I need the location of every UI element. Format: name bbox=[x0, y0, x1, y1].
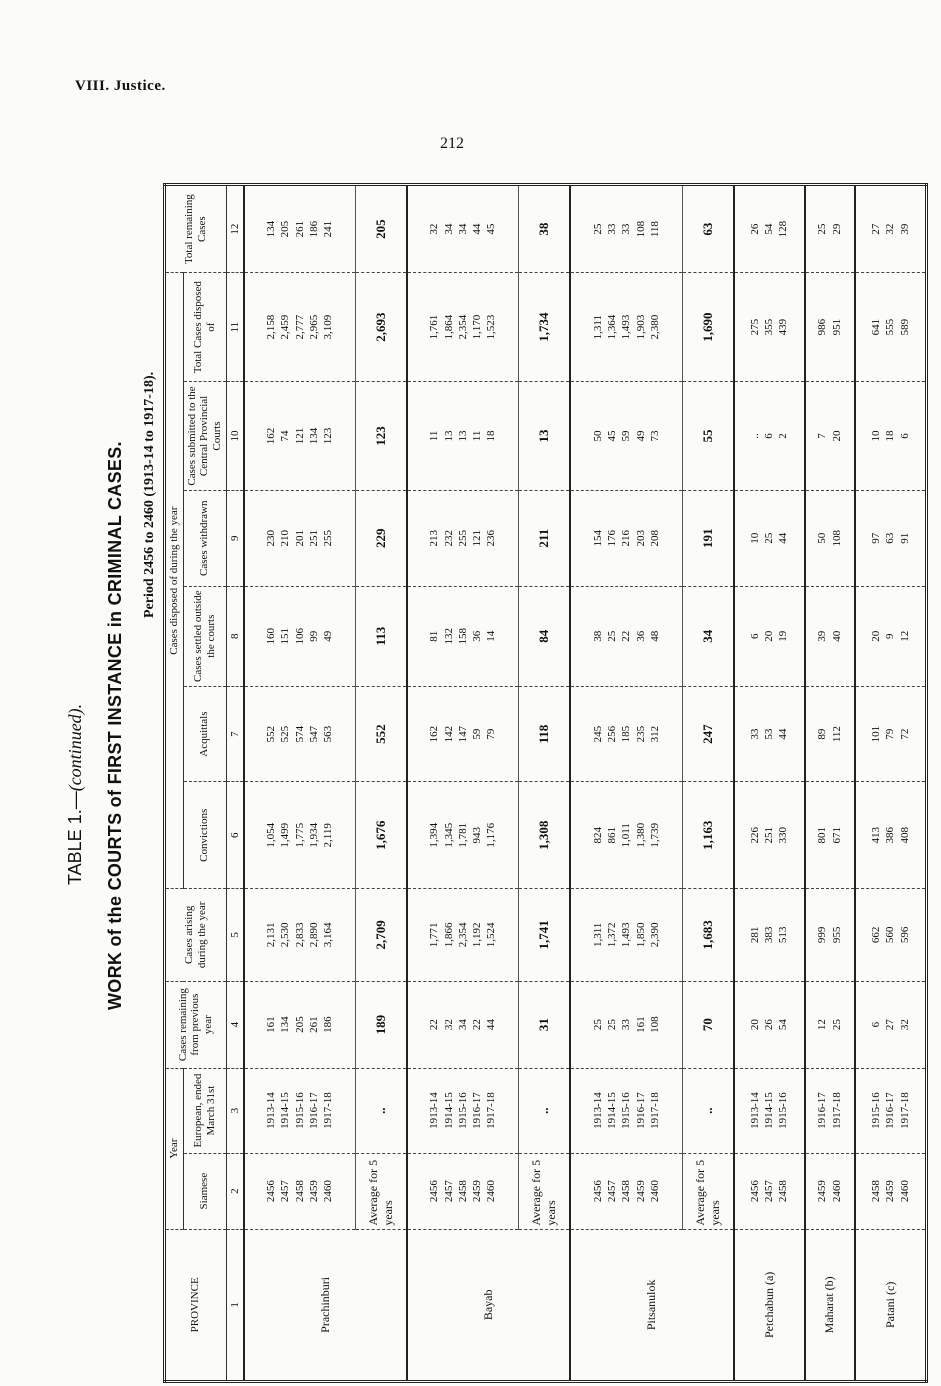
average-remaining-prev: 70 bbox=[682, 981, 734, 1068]
european-years: 1915-16 1916-17 1917-18 bbox=[855, 1068, 927, 1153]
submitted-values: 11 13 13 11 18 bbox=[407, 382, 519, 491]
table-row bbox=[855, 185, 927, 1382]
arising-values: 281 383 513 bbox=[734, 889, 805, 981]
siamese-years: 2456 2457 2458 bbox=[734, 1153, 805, 1229]
remaining-prev-values: 22 32 34 22 44 bbox=[407, 981, 519, 1068]
average-convictions: 1,308 bbox=[519, 782, 571, 889]
acquittals-values: 101 79 72 bbox=[855, 686, 927, 782]
average-submitted: 55 bbox=[682, 382, 734, 491]
withdrawn-values: 50 108 bbox=[805, 490, 855, 586]
header-year: Year bbox=[165, 1068, 184, 1229]
header-arising: Cases arising during the year bbox=[165, 889, 227, 981]
col-number: 5 bbox=[226, 889, 244, 981]
average-settled: 113 bbox=[355, 586, 407, 686]
arising-values: 662 560 596 bbox=[855, 889, 927, 981]
remaining-prev-values: 161 134 205 261 186 bbox=[244, 981, 356, 1068]
average-arising: 2,709 bbox=[355, 889, 407, 981]
siamese-years: 2456 2457 2458 2459 2460 bbox=[570, 1153, 682, 1229]
settled-values: 6 20 19 bbox=[734, 586, 805, 686]
submitted-values: 10 18 6 bbox=[855, 382, 927, 491]
average-row bbox=[355, 185, 407, 1382]
convictions-values: 824 861 1,011 1,380 1,739 bbox=[570, 782, 682, 889]
average-total-disposed: 2,693 bbox=[355, 273, 407, 382]
total-remaining-values: 25 29 bbox=[805, 185, 855, 273]
settled-values: 160 151 106 99 49 bbox=[244, 586, 356, 686]
average-label: Average for 5 years bbox=[355, 1153, 407, 1229]
table-row bbox=[805, 185, 855, 1382]
average-row bbox=[682, 185, 734, 1382]
col-number: 2 bbox=[226, 1153, 244, 1229]
header-total-remaining: Total remaining Cases bbox=[165, 185, 227, 273]
acquittals-values: 89 112 bbox=[805, 686, 855, 782]
submitted-values: 50 45 59 49 73 bbox=[570, 382, 682, 491]
average-acquittals: 552 bbox=[355, 686, 407, 782]
average-acquittals: 118 bbox=[519, 686, 571, 782]
withdrawn-values: 10 25 44 bbox=[734, 490, 805, 586]
average-withdrawn: 191 bbox=[682, 490, 734, 586]
average-total-disposed: 1,690 bbox=[682, 273, 734, 382]
withdrawn-values: 230 210 201 251 255 bbox=[244, 490, 356, 586]
average-remaining-prev: 189 bbox=[355, 981, 407, 1068]
total-remaining-values: 26 54 128 bbox=[734, 185, 805, 273]
total-remaining-values: 25 33 33 108 118 bbox=[570, 185, 682, 273]
province-name: Bayab bbox=[407, 1229, 570, 1381]
header-row-1 bbox=[165, 185, 184, 1382]
col-number: 11 bbox=[226, 273, 244, 382]
submitted-values: 7 20 bbox=[805, 382, 855, 491]
page-number: 212 bbox=[440, 135, 464, 152]
convictions-values: 1,394 1,345 1,781 943 1,176 bbox=[407, 782, 519, 889]
average-settled: 84 bbox=[519, 586, 571, 686]
siamese-years: 2456 2457 2458 2459 2460 bbox=[244, 1153, 356, 1229]
header-siamese: Siamese bbox=[183, 1153, 226, 1229]
siamese-years: 2458 2459 2460 bbox=[855, 1153, 927, 1229]
header-disposed-group: Cases disposed of during the year bbox=[165, 273, 184, 889]
european-years: 1913-14 1914-15 1915-16 1916-17 1917-18 bbox=[570, 1068, 682, 1153]
table-row bbox=[244, 185, 356, 1382]
withdrawn-values: 213 232 255 121 236 bbox=[407, 490, 519, 586]
table-row bbox=[570, 185, 682, 1382]
average-remaining-prev: 31 bbox=[519, 981, 571, 1068]
settled-values: 39 40 bbox=[805, 586, 855, 686]
remaining-prev-values: 12 25 bbox=[805, 981, 855, 1068]
col-number: 12 bbox=[226, 185, 244, 273]
col-number: 4 bbox=[226, 981, 244, 1068]
remaining-prev-values: 20 26 54 bbox=[734, 981, 805, 1068]
province-name: Patani (c) bbox=[855, 1229, 927, 1381]
arising-values: 2,131 2,530 2,833 2,890 3,164 bbox=[244, 889, 356, 981]
table-period: Period 2456 to 2460 (1913-14 to 1917-18). bbox=[142, 371, 157, 618]
province-name: Pitsanulok bbox=[570, 1229, 733, 1381]
total-remaining-values: 134 205 261 186 241 bbox=[244, 185, 356, 273]
average-acquittals: 247 bbox=[682, 686, 734, 782]
header-acquittals: Acquittals bbox=[183, 686, 226, 782]
total-remaining-values: 32 34 34 44 45 bbox=[407, 185, 519, 273]
header-submitted: Cases submitted to the Central Provincial Courts bbox=[183, 382, 226, 491]
average-total-disposed: 1,734 bbox=[519, 273, 571, 382]
col-number: 3 bbox=[226, 1068, 244, 1153]
table-title bbox=[65, 704, 86, 885]
col-number: 6 bbox=[226, 782, 244, 889]
table-row bbox=[734, 185, 805, 1382]
settled-values: 38 25 22 36 48 bbox=[570, 586, 682, 686]
average-european: .. bbox=[519, 1068, 571, 1153]
average-settled: 34 bbox=[682, 586, 734, 686]
settled-values: 81 132 158 36 14 bbox=[407, 586, 519, 686]
criminal-cases-table bbox=[163, 183, 928, 1383]
average-withdrawn: 211 bbox=[519, 490, 571, 586]
convictions-values: 801 671 bbox=[805, 782, 855, 889]
col-number: 9 bbox=[226, 490, 244, 586]
european-years: 1913-14 1914-15 1915-16 bbox=[734, 1068, 805, 1153]
european-years: 1913-14 1914-15 1915-16 1916-17 1917-18 bbox=[407, 1068, 519, 1153]
average-label: Average for 5 years bbox=[682, 1153, 734, 1229]
header-total-disposed: Total Cases disposed of bbox=[183, 273, 226, 382]
convictions-values: 226 251 330 bbox=[734, 782, 805, 889]
table-row bbox=[407, 185, 519, 1382]
section-heading: VIII. Justice. bbox=[75, 78, 166, 94]
average-arising: 1,741 bbox=[519, 889, 571, 981]
average-european: .. bbox=[682, 1068, 734, 1153]
col-number: 7 bbox=[226, 686, 244, 782]
remaining-prev-values: 25 25 33 161 108 bbox=[570, 981, 682, 1068]
average-submitted: 123 bbox=[355, 382, 407, 491]
withdrawn-values: 97 63 91 bbox=[855, 490, 927, 586]
header-european: European, ended March 31st bbox=[183, 1068, 226, 1153]
province-name: Prachinburi bbox=[244, 1229, 407, 1381]
siamese-years: 2459 2460 bbox=[805, 1153, 855, 1229]
column-number-row bbox=[226, 185, 244, 1382]
withdrawn-values: 154 176 216 203 208 bbox=[570, 490, 682, 586]
total-disposed-values: 2,158 2,459 2,777 2,965 3,109 bbox=[244, 273, 356, 382]
siamese-years: 2456 2457 2458 2459 2460 bbox=[407, 1153, 519, 1229]
total-disposed-values: 275 355 439 bbox=[734, 273, 805, 382]
average-withdrawn: 229 bbox=[355, 490, 407, 586]
rotated-table-wrapper bbox=[163, 183, 928, 1383]
header-province: PROVINCE bbox=[165, 1229, 227, 1381]
total-disposed-values: 1,761 1,864 2,354 1,170 1,523 bbox=[407, 273, 519, 382]
acquittals-values: 162 142 147 59 79 bbox=[407, 686, 519, 782]
total-disposed-values: 641 555 589 bbox=[855, 273, 927, 382]
total-remaining-values: 27 32 39 bbox=[855, 185, 927, 273]
acquittals-values: 552 525 574 547 563 bbox=[244, 686, 356, 782]
average-row bbox=[519, 185, 571, 1382]
average-arising: 1,683 bbox=[682, 889, 734, 981]
acquittals-values: 245 256 185 235 312 bbox=[570, 686, 682, 782]
average-label: Average for 5 years bbox=[519, 1153, 571, 1229]
header-settled: Cases settled outside the courts bbox=[183, 586, 226, 686]
average-convictions: 1,163 bbox=[682, 782, 734, 889]
european-years: 1913-14 1914-15 1915-16 1916-17 1917-18 bbox=[244, 1068, 356, 1153]
header-remaining-prev: Cases remaining from previous year bbox=[165, 981, 227, 1068]
col-number: 8 bbox=[226, 586, 244, 686]
convictions-values: 413 386 408 bbox=[855, 782, 927, 889]
convictions-values: 1,054 1,499 1,775 1,934 2,119 bbox=[244, 782, 356, 889]
acquittals-values: 33 53 44 bbox=[734, 686, 805, 782]
header-row-2 bbox=[183, 185, 226, 1382]
remaining-prev-values: 6 27 32 bbox=[855, 981, 927, 1068]
col-number: 1 bbox=[226, 1229, 244, 1381]
average-total-remaining: 63 bbox=[682, 185, 734, 273]
total-disposed-values: 1,311 1,364 1,493 1,903 2,380 bbox=[570, 273, 682, 382]
total-disposed-values: 986 951 bbox=[805, 273, 855, 382]
average-convictions: 1,676 bbox=[355, 782, 407, 889]
european-years: 1916-17 1917-18 bbox=[805, 1068, 855, 1153]
header-convictions: Convictions bbox=[183, 782, 226, 889]
header-withdrawn: Cases withdrawn bbox=[183, 490, 226, 586]
table-subtitle: WORK of the COURTS of FIRST INSTANCE in CRIMINAL CASES. bbox=[105, 441, 125, 1010]
arising-values: 999 955 bbox=[805, 889, 855, 981]
arising-values: 1,311 1,372 1,493 1,850 2,390 bbox=[570, 889, 682, 981]
submitted-values: .. 6 2 bbox=[734, 382, 805, 491]
average-submitted: 13 bbox=[519, 382, 571, 491]
average-total-remaining: 205 bbox=[355, 185, 407, 273]
submitted-values: 162 74 121 134 123 bbox=[244, 382, 356, 491]
table-title-continued: (continued). bbox=[65, 703, 85, 792]
col-number: 10 bbox=[226, 382, 244, 491]
table-title-main: TABLE 1.— bbox=[65, 791, 85, 885]
arising-values: 1,771 1,866 2,354 1,192 1,524 bbox=[407, 889, 519, 981]
province-name: Petchabun (a) bbox=[734, 1229, 805, 1381]
settled-values: 20 9 12 bbox=[855, 586, 927, 686]
average-total-remaining: 38 bbox=[519, 185, 571, 273]
average-european: .. bbox=[355, 1068, 407, 1153]
province-name: Maharat (b) bbox=[805, 1229, 855, 1381]
